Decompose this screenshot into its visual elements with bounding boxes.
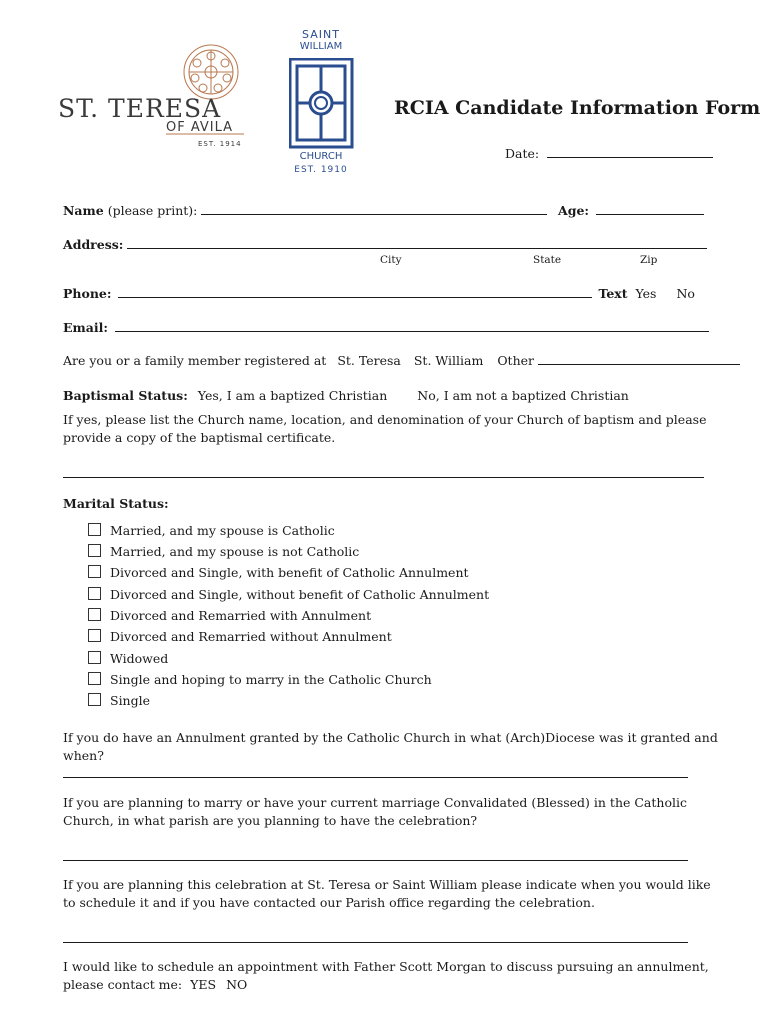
church-window-icon	[289, 58, 361, 150]
registered-st-teresa-option[interactable]: St. Teresa	[337, 353, 401, 368]
marital-option[interactable]	[88, 587, 489, 602]
text-yes-option[interactable]: Yes	[635, 286, 657, 301]
baptismal-no-option[interactable]: No, I am not a baptized Christian	[417, 388, 629, 403]
marital-status-label: Marital Status:	[63, 496, 169, 511]
marry-parish-answer-field[interactable]	[63, 860, 688, 861]
checkbox[interactable]	[88, 672, 101, 685]
checkbox[interactable]	[88, 565, 101, 578]
registered-other-option[interactable]: Other	[497, 353, 535, 368]
teresa-logo-name: ST. TERESA	[58, 94, 222, 123]
marital-option-label: Widowed	[110, 651, 169, 666]
registered-row	[63, 353, 740, 368]
marital-option-label: Divorced and Single, with benefit of Catholic Annulment	[110, 565, 469, 580]
marital-option[interactable]	[88, 544, 359, 559]
marital-option-label: Divorced and Remarried without Annulment	[110, 629, 392, 644]
st-william-logo	[285, 28, 357, 180]
william-logo-est: EST. 1910	[294, 165, 348, 175]
appointment-text: I would like to schedule an appointment with Father Scott Morgan to discuss pursuing an annulment, please contact me:	[63, 959, 709, 992]
name-hint: (please print):	[107, 203, 198, 218]
date-label: Date:	[505, 146, 540, 161]
age-label: Age:	[558, 203, 590, 218]
marital-option-label: Single and hoping to marry in the Catholic Church	[110, 672, 432, 687]
st-teresa-logo	[58, 42, 258, 162]
date-row	[505, 146, 713, 161]
marital-option-label: Married, and my spouse is not Catholic	[110, 544, 360, 559]
date-field[interactable]	[547, 146, 713, 158]
marital-option-label: Married, and my spouse is Catholic	[110, 523, 335, 538]
marital-option-label: Divorced and Single, without benefit of Catholic Annulment	[110, 587, 490, 602]
marry-parish-question: If you are planning to marry or have your current marriage Convalidated (Blessed) in the Catholic Church, in what parish are you planning to have the celebration?	[63, 795, 687, 828]
checkbox[interactable]	[88, 651, 101, 664]
annulment-question: If you do have an Annulment granted by the Catholic Church in what (Arch)Diocese was it granted and when?	[63, 730, 718, 763]
celebration-answer-field[interactable]	[63, 942, 688, 943]
phone-row	[63, 286, 695, 301]
marital-option[interactable]	[88, 629, 392, 644]
baptismal-instructions: If yes, please list the Church name, location, and denomination of your Church of baptism and please provide a copy of the baptismal certificate.	[63, 412, 707, 445]
registered-question: Are you or a family member registered at	[63, 353, 327, 368]
checkbox[interactable]	[88, 587, 101, 600]
teresa-logo-est: EST. 1914	[198, 140, 242, 148]
baptismal-row	[63, 388, 629, 403]
checkbox[interactable]	[88, 523, 101, 536]
william-logo-line2: WILLIAM	[299, 41, 343, 52]
marital-option[interactable]	[88, 523, 335, 538]
form-title: RCIA Candidate Information Form	[394, 97, 761, 119]
zip-label: Zip	[640, 254, 658, 266]
annulment-answer-field[interactable]	[63, 777, 688, 778]
name-label: Name	[63, 203, 104, 218]
celebration-question: If you are planning this celebration at St. Teresa or Saint William please indicate when you would like to schedule it and if you have contacted our Parish office regarding the celebration.	[63, 877, 711, 910]
email-field[interactable]	[115, 320, 709, 332]
age-field[interactable]	[596, 203, 704, 215]
name-field[interactable]	[201, 203, 547, 215]
email-label: Email:	[63, 320, 108, 335]
appointment-no-option[interactable]: NO	[226, 977, 248, 992]
age-row	[558, 203, 704, 218]
marital-option[interactable]	[88, 565, 469, 580]
phone-field[interactable]	[118, 286, 592, 298]
text-label: Text	[598, 286, 628, 301]
checkbox[interactable]	[88, 544, 101, 557]
registered-other-field[interactable]	[538, 353, 740, 365]
william-logo-line3: CHURCH	[299, 151, 343, 162]
marital-option-label: Single	[110, 693, 151, 708]
marital-option[interactable]	[88, 693, 150, 708]
address-row	[63, 237, 707, 252]
registered-st-william-option[interactable]: St. William	[413, 353, 484, 368]
baptismal-church-field[interactable]	[63, 477, 704, 478]
marital-option[interactable]	[88, 608, 371, 623]
marital-option[interactable]	[88, 672, 432, 687]
william-logo-line1: SAINT	[302, 28, 340, 41]
email-row	[63, 320, 709, 335]
marital-option[interactable]	[88, 651, 168, 666]
name-row	[63, 203, 547, 218]
baptismal-label: Baptismal Status:	[63, 388, 188, 403]
phone-label: Phone:	[63, 286, 112, 301]
text-no-option[interactable]: No	[676, 286, 695, 301]
baptismal-yes-option[interactable]: Yes, I am a baptized Christian	[197, 388, 388, 403]
marital-option-label: Divorced and Remarried with Annulment	[110, 608, 372, 623]
address-field[interactable]	[127, 237, 707, 249]
city-label: City	[380, 254, 402, 266]
appointment-yes-option[interactable]: YES	[190, 977, 217, 992]
address-label: Address:	[63, 237, 124, 252]
checkbox[interactable]	[88, 693, 101, 706]
checkbox[interactable]	[88, 608, 101, 621]
checkbox[interactable]	[88, 629, 101, 642]
state-label: State	[533, 254, 562, 266]
teresa-logo-sub: OF AVILA	[166, 120, 234, 135]
appointment-request	[63, 958, 713, 994]
